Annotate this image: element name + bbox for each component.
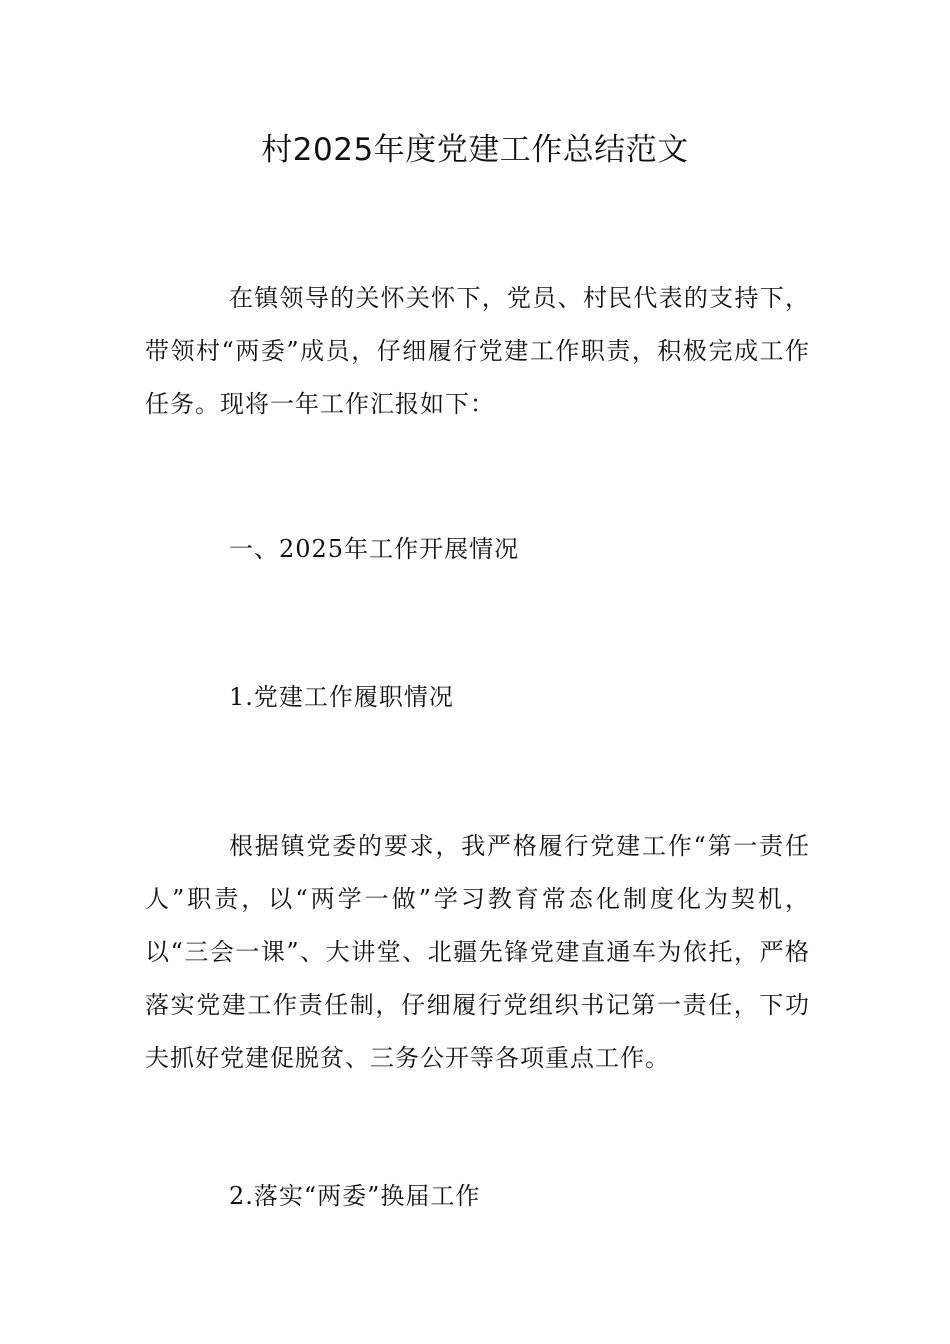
intro-paragraph: 在镇领导的关怀关怀下，党员、村民代表的支持下，带领村“两委”成员，仔细履行党建工作职责，积极完成工作任务。现将一年工作汇报如下： bbox=[145, 284, 810, 418]
subsection-heading: 1.党建工作履职情况 bbox=[229, 683, 454, 711]
section-heading: 一、2025年工作开展情况 bbox=[229, 535, 520, 563]
body-paragraph: 根据镇党委的要求，我严格履行党建工作“第一责任人”职责，以“两学一做”学习教育常态化制度化为契机，以“三会一课”、大讲堂、北疆先锋党建直通车为依托，严格落实党建工作责任制，仔细履行党组织书记第一责任，下功夫抓好党建促脱贫、三务公开等各项重点工作。 bbox=[145, 832, 810, 1072]
subsection-heading: 2.落实“两委”换届工作 bbox=[229, 1182, 481, 1210]
document-title: 村2025年度党建工作总结范文 bbox=[261, 132, 689, 168]
